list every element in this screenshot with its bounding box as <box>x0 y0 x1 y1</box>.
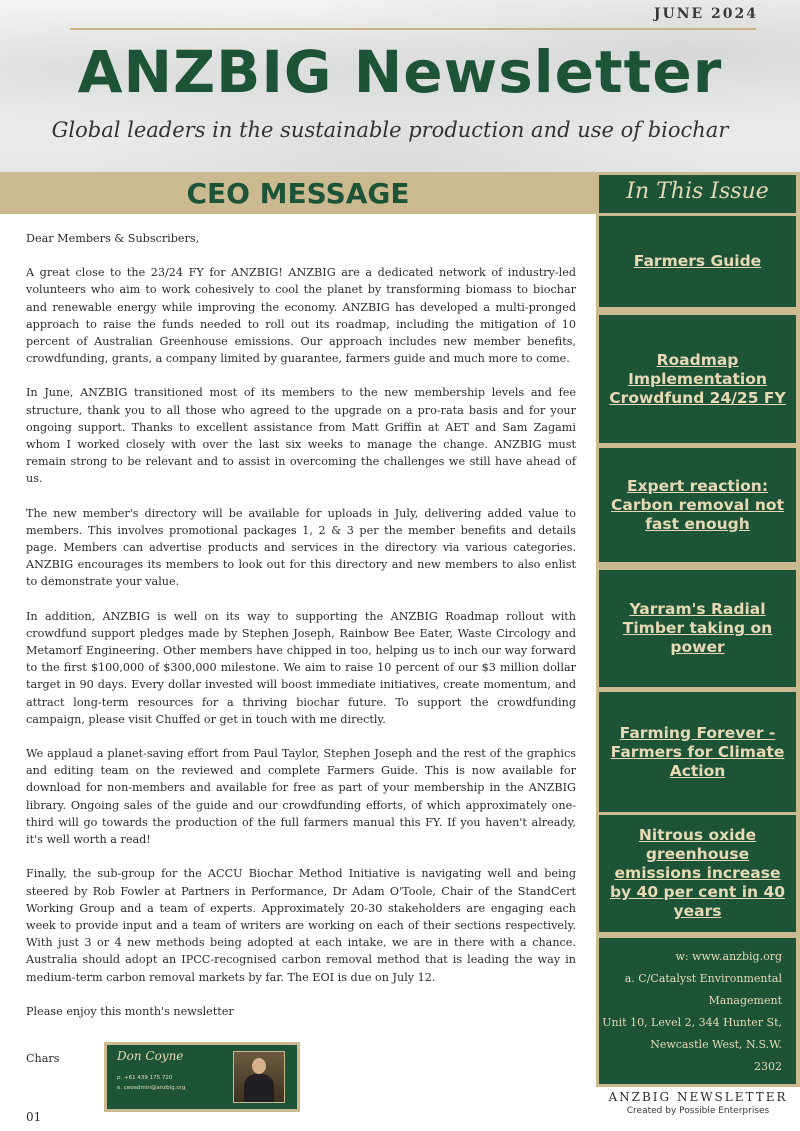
contact-address-line: Newcastle West, N.S.W. <box>650 1038 782 1051</box>
body-paragraph: The new member's directory will be available for uploads in July, delivering added value to members. This involves promotional packages 1, 2 & 3 per the member benefits and details page. Members can advertise products and services in the directory via various categories. ANZBIG encourages its members to look out for this directory and new members to also enlist to demonstrate your value. <box>26 506 576 589</box>
header-divider <box>70 28 756 30</box>
sidebar-item-expert-reaction[interactable] <box>599 448 796 562</box>
in-this-issue-sidebar <box>596 172 800 1087</box>
sidebar-item-yarram-radial-timber[interactable] <box>599 570 796 687</box>
ceo-message-banner <box>0 172 596 214</box>
ceo-message-body <box>26 230 576 1037</box>
body-paragraph: We applaud a planet-saving effort from Paul Taylor, Stephen Joseph and the rest of the graphics and editing team on the reviewed and complete Farmers Guide. This is now available for download for non-members and available for free as part of your membership in the ANZBIG library. Ongoing sales of the guide and our crowdfunding efforts, of which approximately one-third will go towards the production of the full farmers manual this FY. If you haven't already, it's well worth a read! <box>26 747 576 847</box>
sidebar-item-link[interactable]: Farming Forever - Farmers for Climate Action <box>610 723 785 780</box>
photo-torso <box>244 1074 274 1103</box>
salutation: Dear Members & Subscribers, <box>26 232 200 245</box>
photo-head <box>252 1058 266 1074</box>
footer-credit: Created by Possible Enterprises <box>626 1106 770 1116</box>
sidebar-header <box>599 175 796 213</box>
body-paragraph: A great close to the 23/24 FY for ANZBIG! ANZBIG are a dedicated network of industry-led volunteers who aim to work cohesively to cool the planet by transforming biomass to biochar and renewable energy while improving the economy. ANZBIG has developed a multi-pronged approach to raise the funds needed to roll out its roadmap, including the mitigation of 10 percent of Australian Greenhouse emissions. Our approach includes new member benefits, crowdfunding, grants, a company limited by guarantee, farmers guide and much more to come. <box>26 266 576 366</box>
body-paragraph: Finally, the sub-group for the ACCU Biochar Method Initiative is navigating well and being steered by Rob Fowler at Partners in Performance, Dr Adam O'Toole, Chair of the StandCert Working Group and a team of experts. Approximately 20-30 stakeholders are engaging each week to provide input and a team of writers are working on each of their sections respectively. With just 3 or 4 new methods being adopted at each intake, we are in there with a chance. Australia should adopt an IPCC-recognised carbon removal method that is leading the way in medium-term carbon removal markets by far. The EOI is due on July 12. <box>26 867 576 984</box>
sidebar-item-nitrous-oxide[interactable] <box>599 815 796 932</box>
sidebar-item-link[interactable]: Expert reaction: Carbon removal not fast enough <box>611 476 784 533</box>
contact-box <box>599 938 796 1084</box>
signature-name: Don Coyne <box>117 1049 184 1063</box>
signature-email[interactable]: e. ceoadmin@anzbig.org <box>117 1085 186 1091</box>
closing-line: Please enjoy this month's newsletter <box>26 1004 234 1018</box>
sidebar-item-link[interactable]: Nitrous oxide greenhouse emissions increase by 40 per cent in 40 years <box>609 826 786 920</box>
contact-website[interactable]: w: www.anzbig.org <box>675 950 782 963</box>
sidebar-item-link[interactable]: Yarram's Radial Timber taking on power <box>622 600 773 656</box>
sidebar-item-link[interactable]: Roadmap Implementation Crowdfund 24/25 FY <box>609 350 786 407</box>
contact-address-line: a. C/Catalyst Environmental <box>624 972 782 985</box>
sidebar-item-roadmap-crowdfund[interactable] <box>599 315 796 443</box>
sidebar-item-link[interactable]: Farmers Guide <box>633 252 762 270</box>
newsletter-title: ANZBIG Newsletter <box>77 38 723 106</box>
section-title: CEO MESSAGE <box>186 177 410 210</box>
sidebar-item-farmers-guide[interactable] <box>599 216 796 307</box>
contact-address-line: Management <box>708 994 782 1007</box>
body-paragraph: In addition, ANZBIG is well on its way to supporting the ANZBIG Roadmap rollout with crowdfund support pledges made by Stephen Joseph, Rainbow Bee Eater, Waste Circology and Metamorf Engineering. Other members have chipped in too, helping us to inch our way forward to the first $100,000 of $300,000 milestone. We aim to raise 10 percent of our $3 million dollar target in 90 days. Every dollar invested will boost immediate initiatives, create momentum, and attract long-term resources for a thriving biochar future. To support the crowdfunding campaign, please visit Chuffed or get in touch with me directly. <box>26 609 576 726</box>
newsletter-tagline: Global leaders in the sustainable production and use of biochar <box>51 118 729 142</box>
contact-address-line: 2302 <box>754 1060 782 1073</box>
ceo-photo <box>233 1051 285 1103</box>
issue-date: JUNE 2024 <box>653 6 758 22</box>
sidebar-item-farming-forever[interactable] <box>599 692 796 812</box>
body-paragraph: In June, ANZBIG transitioned most of its members to the new membership levels and fee structure, thank you to all those who agreed to the upgrade on a pro-rata basis and for your ongoing support. Thanks to excellent assistance from Matt Griffin at AET and Sam Zagami whom I worked closely with over the last six weeks to manage the change. ANZBIG must remain strong to be relevant and to assist in overcoming the challenges we still have ahead of us. <box>26 386 576 486</box>
signature-card <box>104 1042 300 1112</box>
signoff: Chars <box>26 1052 60 1065</box>
contact-address-line: Unit 10, Level 2, 344 Hunter St, <box>602 1016 782 1029</box>
signature-phone[interactable]: p. +61 439 175 720 <box>117 1075 173 1081</box>
header-banner <box>0 0 800 172</box>
page-number: 01 <box>26 1110 42 1124</box>
sidebar-header-label: In This Issue <box>626 179 769 204</box>
footer-newsletter-name: ANZBIG NEWSLETTER <box>608 1090 788 1104</box>
